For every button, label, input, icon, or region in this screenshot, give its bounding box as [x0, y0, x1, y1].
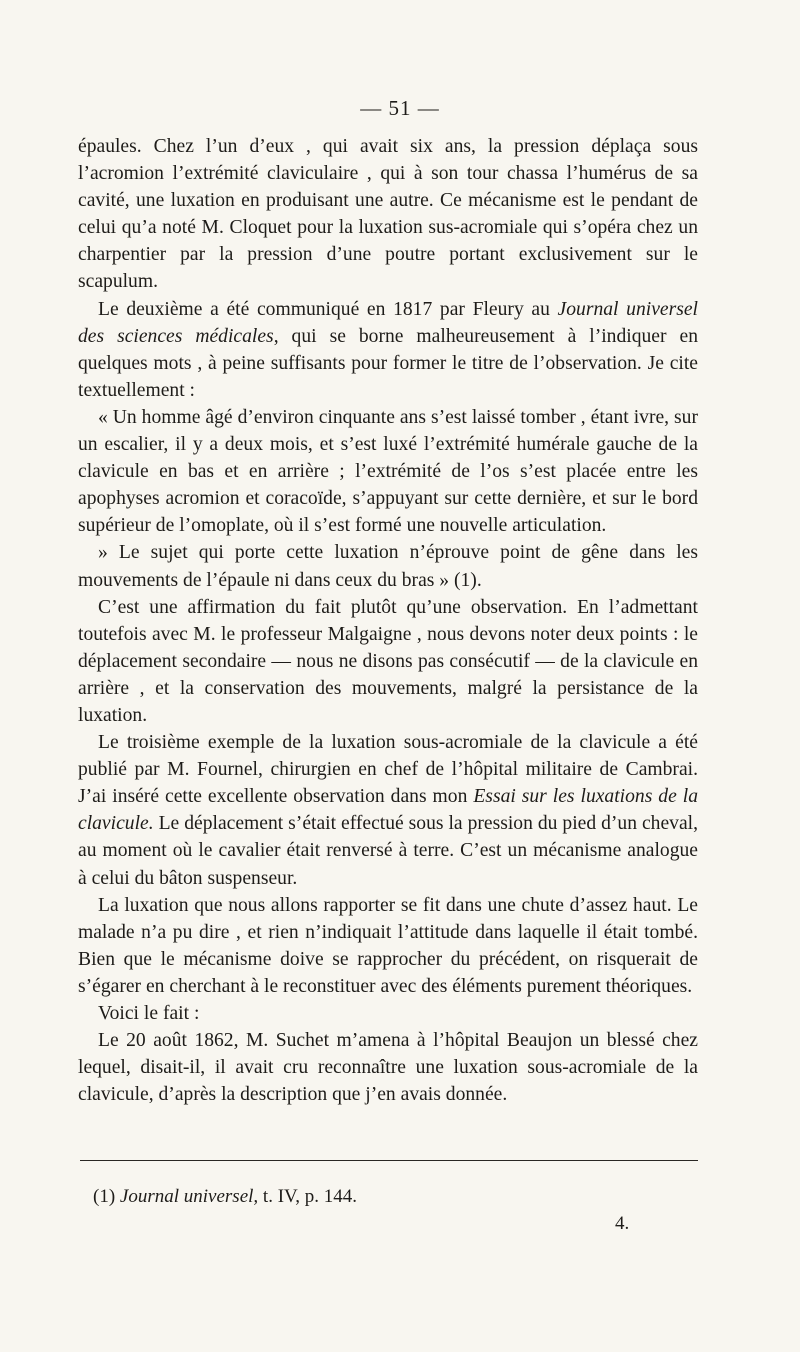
- main-text: [78, 133, 698, 1108]
- paragraph-6-start: Le troisième exemple de la luxation sous-acromiale de la clavicule a été publié par M. Fournel, chirurgien en chef de l’hôpital militaire de Cambrai. J’ai inséré cette excellente observation dans mon: [78, 732, 698, 808]
- footnote-rule: [80, 1160, 698, 1161]
- paragraph-5: C’est une affirmation du fait plutôt qu’une observation. En l’admettant toutefois avec M. le professeur Malgaigne , nous devons noter deux points : le déplacement secondaire — nous ne disons pas consécutif — de la clavicule en arrière , et la conservation des mouvements, malgré la persistance de la luxation.: [78, 596, 698, 726]
- paragraph-3: « Un homme âgé d’environ cinquante ans s’est laissé tomber , étant ivre, sur un escalier, il y a deux mois, et s’est luxé l’extrémité humérale gauche de la clavicule en bas et en arrière ; l’extrémité de l’os s’est placée entre les apophyses acromion et coracoïde, s’appuyant sur cette dernière, et sur le bord supérieur de l’omoplate, où il s’est formé une nouvelle articulation.: [78, 406, 698, 537]
- page-number: — 51 —: [360, 96, 440, 120]
- footnote: [93, 1184, 357, 1210]
- journal-title: Journal universel des sciences médicales: [78, 298, 698, 347]
- paragraph-2: [78, 296, 698, 404]
- essai-title: Essai sur les luxations de la clavicule.: [78, 786, 698, 835]
- paragraph-7: La luxation que nous allons rapporter se fit dans une chute d’assez haut. Le malade n’a pu dire , et rien n’indiquait l’attitude dans laquelle il était tombé. Bien que le mécanisme doive se rapprocher du précédent, on risquerait de s’égarer en cherchant à le reconstituer avec des éléments purement théoriques.: [78, 894, 698, 997]
- paragraph-6-end: Le déplacement s’était effectué sous la pression du pied d’un cheval, au moment où le cavalier était renversé à terre. C’est un mécanisme analogue à celui du bâton suspenseur.: [78, 813, 698, 889]
- paragraph-1: épaules. Chez l’un d’eux , qui avait six ans, la pression déplaça sous l’acromion l’extrémité claviculaire , qui à son tour chassa l’humérus de sa cavité, une luxation en produisant une autre. Ce mécanisme est le pendant de celui qu’a noté M. Cloquet pour la luxation sus-acromiale qui s’opéra chez un charpentier par la pression d’une poutre portant exclusivement sur le scapulum.: [78, 136, 698, 293]
- paragraph-6: [78, 729, 698, 892]
- footnote-marker: (1): [93, 1186, 120, 1207]
- footnote-reference: t. IV, p. 144.: [258, 1186, 358, 1207]
- paragraph-9: Le 20 août 1862, M. Suchet m’amena à l’hôpital Beaujon un blessé chez lequel, disait-il, il avait cru reconnaître une luxation sous-acromiale de la clavicule, d’après la description que j’en avais donnée.: [78, 1030, 698, 1106]
- paragraph-2-start: Le deuxième a été communiqué en 1817 par Fleury au: [98, 298, 558, 320]
- paragraph-8: Voici le fait :: [98, 1003, 200, 1024]
- footnote-title: Journal universel,: [119, 1186, 259, 1207]
- paragraph-4: » Le sujet qui porte cette luxation n’éprouve point de gêne dans les mouvements de l’épaule ni dans ceux du bras » (1).: [78, 542, 698, 591]
- paragraph-2-end: , qui se borne malheureusement à l’indiquer en quelques mots , à peine suffisants pour former le titre de l’observation. Je cite textuellement :: [78, 325, 698, 401]
- signature-mark: 4.: [615, 1213, 630, 1234]
